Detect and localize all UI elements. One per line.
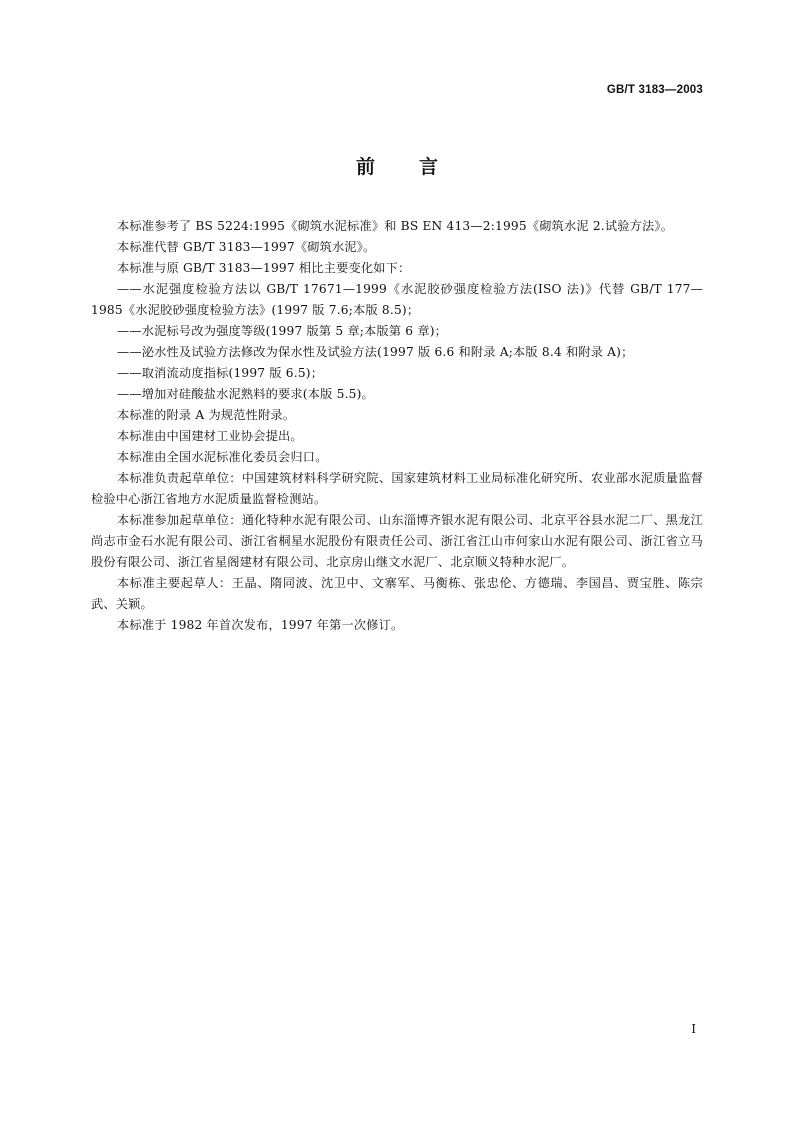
paragraph: ——增加对硅酸盐水泥熟料的要求(本版 5.5)。: [117, 387, 374, 401]
paragraph: 本标准由全国水泥标准化委员会归口。: [117, 450, 328, 464]
paragraph: 本标准的附录 A 为规范性附录。: [117, 408, 296, 422]
paragraph: ——水泥强度检验方法以 GB/T 17671—1999《水泥胶砂强度检验方法(ISO 法)》代替 GB/T 177—1985《水泥胶砂强度检验方法》(1997 版 7.6;本版 8.5)；: [91, 282, 703, 317]
paragraph: 本标准代替 GB/T 3183—1997《砌筑水泥》。: [117, 240, 376, 254]
paragraph: ——取消流动度指标(1997 版 6.5)；: [117, 366, 324, 380]
paragraph: 本标准于 1982 年首次发布，1997 年第一次修订。: [117, 618, 404, 632]
standard-code: GB/T 3183—2003: [606, 84, 703, 96]
page-title: 前言: [355, 156, 482, 178]
paragraph: 本标准由中国建材工业协会提出。: [117, 429, 303, 443]
paragraph: 本标准主要起草人：王晶、隋同波、沈卫中、文寨军、马衡栋、张忠伦、方德瑞、李国昌、贾宝胜、陈宗武、关颖。: [91, 576, 703, 611]
page-number: I: [691, 1022, 696, 1036]
paragraph: 本标准负责起草单位：中国建筑材料科学研究院、国家建筑材料工业局标准化研究所、农业部水泥质量监督检验中心浙江省地方水泥质量监督检测站。: [91, 471, 703, 506]
paragraph: 本标准参加起草单位：通化特种水泥有限公司、山东淄博齐银水泥有限公司、北京平谷县水泥二厂、黑龙江尚志市金石水泥有限公司、浙江省桐星水泥股份有限责任公司、浙江省江山市何家山水泥有限公司、浙江省立马股份有限公司、浙江省星阁建材有限公司、北京房山继文水泥厂、北京顺义特种水泥厂。: [91, 513, 703, 569]
paragraph: 本标准参考了 BS 5224:1995《砌筑水泥标准》和 BS EN 413—2:1995《砌筑水泥 2.试验方法》。: [117, 219, 674, 233]
paragraph: ——水泥标号改为强度等级(1997 版第 5 章;本版第 6 章)；: [117, 324, 448, 338]
paragraph: 本标准与原 GB/T 3183—1997 相比主要变化如下：: [117, 261, 411, 275]
foreword-body: [91, 216, 703, 636]
paragraph: ——泌水性及试验方法修改为保水性及试验方法(1997 版 6.6 和附录 A;本版 8.4 和附录 A)；: [117, 345, 634, 359]
